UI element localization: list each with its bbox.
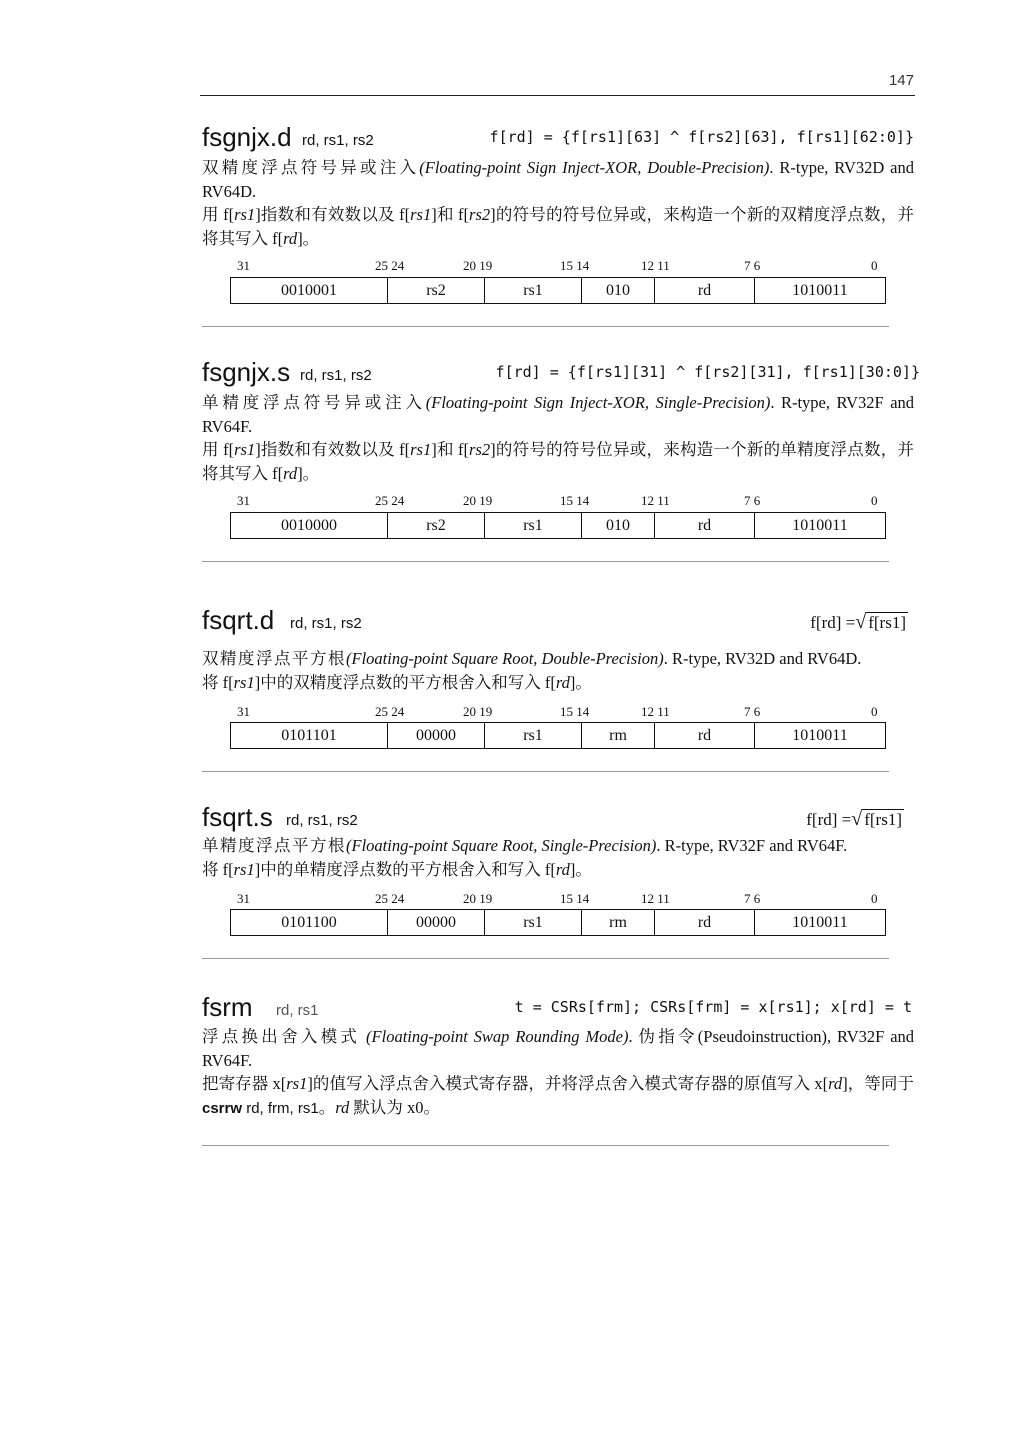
section-separator <box>202 771 889 772</box>
field-rm: rm <box>582 723 655 749</box>
mnemonic: fsqrt.d <box>202 605 275 635</box>
field-rd: rd <box>655 278 755 304</box>
field-opcode: 1010011 <box>755 278 886 304</box>
field-opcode: 1010011 <box>755 910 886 936</box>
formula: f[rd] =√ f[rs1] <box>806 808 902 830</box>
encoding-row <box>231 723 886 749</box>
field-funct3: 010 <box>582 278 655 304</box>
description-detail: 把寄存器 x[rs1]的值写入浮点舍入模式寄存器，并将浮点舍入模式寄存器的原值写入 x[rd]，等同于 csrrw rd, frm, rs1。rd 默认为 x0。 <box>202 1074 914 1117</box>
radical-sign-icon: √ <box>851 808 863 830</box>
field-opcode: 1010011 <box>755 513 886 539</box>
field-rs2: rs2 <box>388 513 485 539</box>
description-detail: 用 f[rs1]指数和有效数以及 f[rs1]和 f[rs2]的符号的符号位异或，来构造一个新的双精度浮点数，并将其写入 f[rd]。 <box>202 205 914 248</box>
description-summary: 双精度浮点平方根(Floating-point Square Root, Double-Precision). R-type, RV32D and RV64D. <box>202 649 862 668</box>
field-funct7: 0101101 <box>231 723 388 749</box>
encoding-table <box>230 277 886 304</box>
field-funct7: 0010001 <box>231 278 388 304</box>
operands: rd, rs1, rs2 <box>302 132 374 149</box>
formula: t = CSRs[frm]; CSRs[frm] = x[rs1]; x[rd] = t <box>514 998 912 1016</box>
description-detail: 将 f[rs1]中的双精度浮点数的平方根舍入和写入 f[rd]。 <box>202 673 592 692</box>
encoding-row <box>231 513 886 539</box>
encoding-row <box>231 278 886 304</box>
formula: f[rd] =√ f[rs1] <box>810 611 906 633</box>
description-summary: 单精度浮点符号异或注入(Floating-point Sign Inject-XOR, Single-Precision). R-type, RV32F and RV64F. <box>202 393 915 436</box>
bit-position-labels: 31 25 24 20 19 15 14 12 11 7 6 0 <box>237 258 878 273</box>
formula: f[rd] = {f[rs1][63] ^ f[rs2][63], f[rs1][62:0]} <box>489 128 914 146</box>
description-detail: 将 f[rs1]中的单精度浮点数的平方根舍入和写入 f[rd]。 <box>202 860 592 879</box>
header-rule <box>200 95 915 96</box>
section-separator <box>202 561 889 562</box>
field-rm: rm <box>582 910 655 936</box>
formula: f[rd] = {f[rs1][31] ^ f[rs2][31], f[rs1][30:0]} <box>495 363 920 381</box>
mnemonic: fsrm <box>202 992 253 1022</box>
field-rs1: rs1 <box>485 910 582 936</box>
field-funct7: 0101100 <box>231 910 388 936</box>
description-summary: 单精度浮点平方根(Floating-point Square Root, Single-Precision). R-type, RV32F and RV64F. <box>202 836 848 855</box>
field-rd: rd <box>655 513 755 539</box>
field-rs1: rs1 <box>485 723 582 749</box>
operands: rd, rs1, rs2 <box>286 812 358 829</box>
operands: rd, rs1, rs2 <box>290 615 362 632</box>
encoding-row <box>231 910 886 936</box>
field-rs1: rs1 <box>485 278 582 304</box>
operands: rd, rs1, rs2 <box>300 367 372 384</box>
encoding-table <box>230 909 886 936</box>
section-separator <box>202 1145 889 1146</box>
field-funct3: 010 <box>582 513 655 539</box>
section-separator <box>202 958 889 959</box>
description-detail: 用 f[rs1]指数和有效数以及 f[rs1]和 f[rs2]的符号的符号位异或，来构造一个新的单精度浮点数，并将其写入 f[rd]。 <box>202 440 914 483</box>
bit-position-labels: 31 25 24 20 19 15 14 12 11 7 6 0 <box>237 493 878 508</box>
field-rs1: rs1 <box>485 513 582 539</box>
mnemonic: fsgnjx.d <box>202 122 292 152</box>
description-summary: 双精度浮点符号异或注入(Floating-point Sign Inject-XOR, Double-Precision). R-type, RV32D and RV64D. <box>202 158 915 201</box>
bit-position-labels: 31 25 24 20 19 15 14 12 11 7 6 0 <box>237 704 878 719</box>
description-summary: 浮点换出舍入模式 (Floating-point Swap Rounding Mode). 伪指令(Pseudoinstruction), RV32F and RV64F. <box>202 1027 915 1070</box>
page-number: 147 <box>888 72 914 89</box>
section-separator <box>202 326 889 327</box>
radical-sign-icon: √ <box>855 611 867 633</box>
field-rd: rd <box>655 723 755 749</box>
field-opcode: 1010011 <box>755 723 886 749</box>
mnemonic: fsgnjx.s <box>202 357 291 387</box>
encoding-table <box>230 512 886 539</box>
encoding-table <box>230 722 886 749</box>
mnemonic: fsqrt.s <box>202 802 273 832</box>
field-rd: rd <box>655 910 755 936</box>
operands: rd, rs1 <box>276 1002 319 1019</box>
field-rs2: rs2 <box>388 278 485 304</box>
bit-position-labels: 31 25 24 20 19 15 14 12 11 7 6 0 <box>237 891 878 906</box>
field-rs2: 00000 <box>388 723 485 749</box>
field-funct7: 0010000 <box>231 513 388 539</box>
field-rs2: 00000 <box>388 910 485 936</box>
